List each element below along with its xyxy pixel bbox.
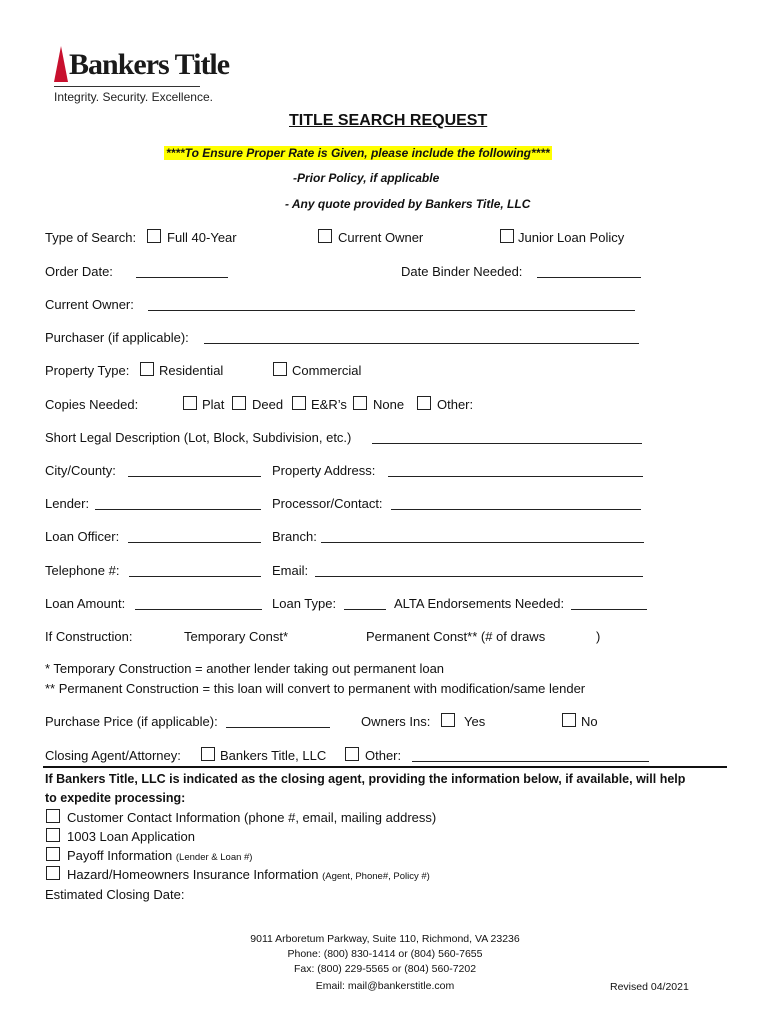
logo-mark-icon (54, 46, 68, 82)
temporary-const-label[interactable]: Temporary Const* (184, 629, 289, 644)
logo-tagline: Integrity. Security. Excellence. (54, 90, 213, 104)
telephone-field[interactable] (129, 576, 261, 577)
payoff-information-text: Payoff Information (67, 848, 173, 863)
purchaser-field[interactable] (204, 343, 639, 344)
short-legal-label: Short Legal Description (Lot, Block, Subdivision, etc.) (45, 430, 352, 445)
processor-contact-label: Processor/Contact: (272, 496, 383, 511)
city-county-label: City/County: (45, 463, 116, 478)
lender-label: Lender: (45, 496, 90, 511)
owners-ins-label: Owners Ins: (361, 714, 431, 729)
junior-loan-policy-label: Junior Loan Policy (518, 230, 625, 245)
logo-name: Bankers Title (69, 48, 230, 81)
other-agent-checkbox[interactable] (345, 747, 359, 761)
current-owner-field[interactable] (148, 310, 635, 311)
processor-contact-field[interactable] (391, 509, 641, 510)
alta-field[interactable] (571, 609, 647, 610)
notice-item-prior-policy: -Prior Policy, if applicable (293, 171, 440, 185)
order-date-field[interactable] (136, 277, 228, 278)
purchase-price-field[interactable] (226, 727, 330, 728)
commercial-label: Commercial (292, 363, 362, 378)
closing-agent-label: Closing Agent/Attorney: (45, 748, 181, 763)
loan-application-checkbox[interactable] (46, 828, 60, 842)
current-owner-label: Current Owner: (45, 297, 134, 312)
if-construction-label: If Construction: (45, 629, 133, 644)
hazard-insurance-label (67, 868, 430, 882)
loan-officer-field[interactable] (128, 542, 261, 543)
full-40-year-checkbox[interactable] (147, 229, 161, 243)
deed-label: Deed (252, 397, 284, 412)
hazard-insurance-note: (Agent, Phone#, Policy #) (322, 871, 430, 882)
note-temporary: * Temporary Construction = another lender taking out permanent loan (45, 661, 445, 676)
footer-email: Email: mail@bankerstitle.com (315, 980, 455, 992)
draws-close-paren: ) (596, 629, 601, 644)
hazard-insurance-text: Hazard/Homeowners Insurance Information (67, 867, 319, 882)
revised-date: Revised 04/2021 (610, 981, 689, 993)
section-divider (43, 766, 727, 768)
footer-address: 9011 Arboretum Parkway, Suite 110, Richmond, VA 23236 (250, 933, 520, 945)
closing-intro-line1: If Bankers Title, LLC is indicated as the closing agent, providing the information below, if available, will help (45, 772, 686, 786)
type-of-search-label: Type of Search: (45, 230, 137, 245)
purchaser-label: Purchaser (if applicable): (45, 330, 189, 345)
loan-type-label: Loan Type: (272, 596, 337, 611)
page-title: TITLE SEARCH REQUEST (289, 112, 488, 129)
notice-banner: ****To Ensure Proper Rate is Given, please include the following**** (166, 146, 550, 160)
date-binder-needed-label: Date Binder Needed: (401, 264, 523, 279)
property-address-label: Property Address: (272, 463, 376, 478)
payoff-information-checkbox[interactable] (46, 847, 60, 861)
loan-type-field[interactable] (344, 609, 386, 610)
alta-label: ALTA Endorsements Needed: (394, 596, 565, 611)
owners-ins-no-label: No (581, 714, 598, 729)
email-label: Email: (272, 563, 309, 578)
purchase-price-label: Purchase Price (if applicable): (45, 714, 218, 729)
note-permanent: ** Permanent Construction = this loan will convert to permanent with modification/same lender (45, 681, 586, 696)
residential-label: Residential (159, 363, 224, 378)
footer-phone: Phone: (800) 830-1414 or (804) 560-7655 (287, 948, 483, 960)
other-copies-label: Other: (437, 397, 474, 412)
full-40-year-label: Full 40-Year (167, 230, 237, 245)
footer-fax: Fax: (800) 229-5565 or (804) 560-7202 (293, 963, 477, 975)
owners-ins-yes-label: Yes (464, 714, 486, 729)
current-owner-checkbox[interactable] (318, 229, 332, 243)
email-field[interactable] (315, 576, 643, 577)
er-checkbox[interactable] (292, 396, 306, 410)
copies-needed-label: Copies Needed: (45, 397, 139, 412)
commercial-checkbox[interactable] (273, 362, 287, 376)
estimated-closing-date-label: Estimated Closing Date: (45, 887, 185, 902)
owners-ins-no-checkbox[interactable] (562, 713, 576, 727)
closing-intro-line2: to expedite processing: (45, 791, 186, 805)
branch-field[interactable] (321, 542, 644, 543)
other-agent-field[interactable] (412, 761, 649, 762)
current-owner-option-label: Current Owner (338, 230, 424, 245)
short-legal-field[interactable] (372, 443, 642, 444)
notice-item-quote: - Any quote provided by Bankers Title, LLC (285, 197, 531, 211)
bankers-title-label: Bankers Title, LLC (220, 748, 327, 763)
payoff-information-label (67, 849, 252, 863)
plat-label: Plat (202, 397, 225, 412)
loan-amount-label: Loan Amount: (45, 596, 126, 611)
junior-loan-policy-checkbox[interactable] (500, 229, 514, 243)
customer-contact-checkbox[interactable] (46, 809, 60, 823)
other-agent-label: Other: (365, 748, 402, 763)
branch-label: Branch: (272, 529, 317, 544)
lender-field[interactable] (95, 509, 261, 510)
other-copies-checkbox[interactable] (417, 396, 431, 410)
city-county-field[interactable] (128, 476, 261, 477)
deed-checkbox[interactable] (232, 396, 246, 410)
plat-checkbox[interactable] (183, 396, 197, 410)
none-checkbox[interactable] (353, 396, 367, 410)
none-label: None (373, 397, 405, 412)
telephone-label: Telephone #: (45, 563, 120, 578)
property-type-label: Property Type: (45, 363, 130, 378)
customer-contact-label: Customer Contact Information (phone #, email, mailing address) (67, 810, 437, 825)
residential-checkbox[interactable] (140, 362, 154, 376)
loan-amount-field[interactable] (135, 609, 262, 610)
payoff-information-note: (Lender & Loan #) (175, 852, 253, 863)
date-binder-needed-field[interactable] (537, 277, 641, 278)
property-address-field[interactable] (388, 476, 643, 477)
bankers-title-checkbox[interactable] (201, 747, 215, 761)
loan-application-label: 1003 Loan Application (67, 829, 195, 844)
hazard-insurance-checkbox[interactable] (46, 866, 60, 880)
owners-ins-yes-checkbox[interactable] (441, 713, 455, 727)
order-date-label: Order Date: (45, 264, 113, 279)
loan-officer-label: Loan Officer: (45, 529, 120, 544)
permanent-const-label[interactable]: Permanent Const** (# of draws (366, 629, 546, 644)
er-label: E&R’s (311, 397, 347, 412)
